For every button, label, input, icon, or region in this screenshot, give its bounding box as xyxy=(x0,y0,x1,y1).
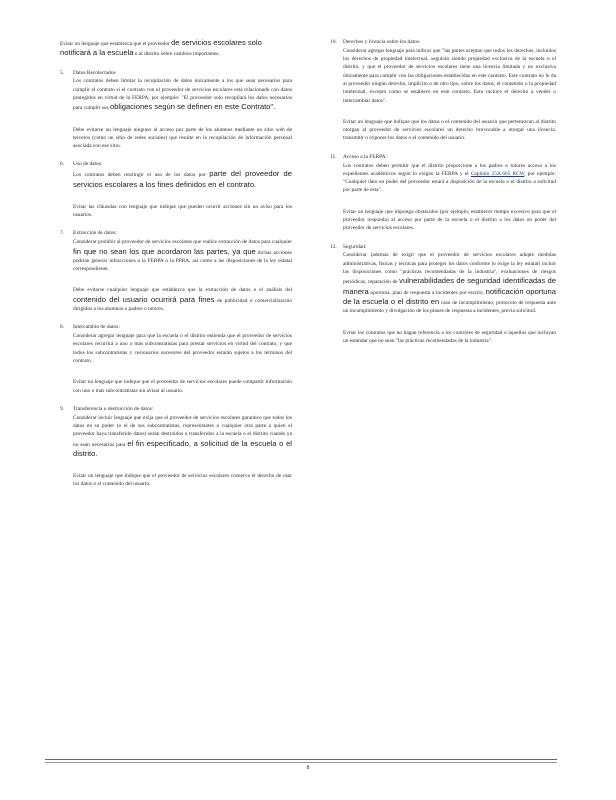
right-column xyxy=(330,38,556,355)
section-paragraph xyxy=(343,251,556,315)
highlighted-text: parte del proveedor de servicios escolares a los fines definidos en el contrato. xyxy=(73,169,292,189)
section-paragraph xyxy=(73,169,292,190)
body-text: Debe evitarse un lenguaje ninguno al acceso por parte de los alumnos mediante un sitio web de terceros (como un sitio de redes sociales) que resulte en la recopilación de información personal asociada con ese sitio. xyxy=(73,126,292,150)
section-title: Transferencia o destrucción de datos: xyxy=(73,405,154,412)
section-paragraph xyxy=(73,378,292,395)
body-text: Considerar incluir lenguaje que exija que el proveedor de servicios escolares garantice que todos los datos en su poder (o el de sus subcontratistas, representantes o cualquier otra parte a quien el proveedor haya transferido datos) serán destruidos o transferidos a la escuela o el distrito cuando ya no sean necesarios para xyxy=(73,414,292,448)
body-text: Considerar agregar lenguaje para que la escuela o el distrito entienda que el proveedor de servicios escolares recurrirá a uno o más subcontratistas para prestar servicios en virtud del contrato, y que todos los subcontratistas y cesionarios sucesores del proveedor estarán sujetos a los términos del contrato. xyxy=(73,333,292,365)
body-text: oportuna, plan de respuesta a incidentes por escrito, xyxy=(368,289,486,296)
section-title: Uso de datos: xyxy=(73,161,103,168)
body-text: Considerar (además de exigir que el proveedor de servicios escolares adopte medidas administrativas, físicas y técnicas para proteger los datos conforme lo exige la ley estatal) incluir las disposiciones como "prácticas recomendadas de la industria", evaluaciones de riesgos periódicas, reparación de xyxy=(343,252,556,286)
section-title: Seguridad: xyxy=(343,243,367,250)
body-text: Debe evitarse cualquier lenguaje que establezca que la extracción de datos o el análisis del xyxy=(73,287,292,294)
section-number: 12. xyxy=(330,243,337,250)
intro-text-end: o al distrito sobre cambios importantes. xyxy=(133,51,220,58)
body-text: dichas acciones podrían generar infracciones a la FERPA o la PPRA, así como a las disposiciones de la ley estatal correspondiente. xyxy=(73,249,292,273)
body-text: Evitar los contratos que no hagan referencia a los controles de seguridad o aquellos que incluyan un estándar que no sean "las prácticas recomendadas de la industria". xyxy=(343,329,556,344)
section-title: Derechos y licencia sobre los datos: xyxy=(343,39,421,45)
section-item xyxy=(60,323,292,395)
section-paragraph xyxy=(73,414,292,459)
body-text: Evitar un lenguaje que indique que los datos o el contenido del usuario que pertenezcan al distrito otorgan al proveedor de servicios escolares un derecho irrevocable a otorgar una licencia, transmitir o exponer los datos o el contenido del usuario. xyxy=(343,118,556,142)
body-text: , por ejemplo: "Cualquier dato en poder del proveedor estará a disposición de la escuela o el distrito a solicitud por parte de esta". xyxy=(343,170,557,194)
section-title: Datos Recolectados xyxy=(73,69,116,76)
section-number: 6. xyxy=(60,161,65,168)
section-item xyxy=(330,243,556,345)
highlighted-text: obligaciones según se definen en este Contrato". xyxy=(109,102,276,112)
highlighted-text: notificación oportuna de la escuela o el distrito en xyxy=(343,286,556,306)
section-item xyxy=(60,229,292,313)
statute-link[interactable]: Capítulo 25A.605 RCW xyxy=(470,170,525,177)
section-paragraph xyxy=(73,203,292,220)
section-paragraph xyxy=(343,329,556,346)
highlighted-text: contenido del usuario ocurrirá para fines xyxy=(73,294,215,304)
section-paragraph xyxy=(343,118,556,143)
left-column xyxy=(60,38,292,499)
highlighted-text: el fin especificado, a solicitud de la escuela o el distrito. xyxy=(73,438,292,458)
section-title: Extracción de datos: xyxy=(73,230,118,237)
intro-paragraph xyxy=(60,38,292,59)
highlighted-text: vulnerabilidades de seguridad identificadas de manera xyxy=(343,276,556,296)
section-paragraph xyxy=(343,208,556,233)
footer-rule-thin xyxy=(45,762,557,763)
section-item xyxy=(330,153,556,233)
section-item xyxy=(60,405,292,489)
section-item xyxy=(60,69,292,151)
body-text: Considerar agregar lenguaje para indicar que "las partes aceptan que todos los derechos, incluidos los derechos de propiedad intelectual, seguirán siendo propiedad exclusiva de la escuela o el distrito, y que el proveedor de servicios escolares tiene una licencia limitada y no exclusiva únicamente para cumplir con las obligaciones establecidas en este contrato. Este contrato no le da al proveedor ningún derecho, implícito o de otro tipo, sobre los datos, el contenido o la propiedad intelectual, excepto como se establece en este contrato. Esto incluye el derecho a vender o intercambiar datos". xyxy=(343,47,556,104)
section-paragraph xyxy=(73,238,292,273)
section-paragraph xyxy=(73,126,292,151)
section-paragraph xyxy=(343,47,556,105)
section-item xyxy=(330,38,556,143)
section-number: 11. xyxy=(330,153,337,160)
body-text: Considerar prohibir al proveedor de servicios escolares que realice extracción de datos para cualquier xyxy=(73,239,292,246)
intro-text: Evitar un lenguaje que establezca que el proveedor xyxy=(60,41,172,47)
section-number: 10. xyxy=(330,39,337,45)
section-item xyxy=(60,160,292,219)
section-title: Acceso a la FERPA: xyxy=(343,153,387,160)
section-paragraph xyxy=(343,162,556,195)
body-text: Evitar las cláusulas con lenguaje que indique que pueden ocurrir acciones sin un aviso para los usuarios. xyxy=(73,203,292,219)
section-paragraph xyxy=(73,332,292,365)
body-text: Los contratos deben permitir que el distrito proporcione a los padres o tutores acceso a los expedientes académicos según lo exigen la FERPA y el xyxy=(343,162,556,177)
body-text: Evitar un lenguaje que indique que el proveedor de servicios escolares puede compartir información con uno o más subcontratistas sin avisar al usuario. xyxy=(73,379,292,394)
body-text: Evitar un lenguaje que indique que el proveedor de servicios escolares conserva el derecho de usar los datos o el contenido del usuario. xyxy=(73,473,292,488)
body-text: de publicidad o comercialización dirigidos a los alumnos o padres o tutores. xyxy=(73,297,292,313)
section-number: 9. xyxy=(60,405,65,412)
body-text: Los contratos deben limitar la recopilación de datos únicamente a los que sean necesarios para cumplir el contrato si el contrato con el proveedor de servicios escolares está relacionado con datos protegidos en virtud de la FERPA; por ejemplo: "El proveedor solo recopilará los datos necesarios para cumplir sus xyxy=(73,78,292,112)
body-text: Evitar un lenguaje que imponga obstáculos (por ejemplo, establecer tiempo excesivo para que el proveedor responda) al acceso por parte de la escuela o el distrito a los datos en poder del proveedor de servicios escolares. xyxy=(343,208,556,232)
page-number: 8 xyxy=(306,765,310,771)
section-paragraph xyxy=(73,472,292,489)
highlighted-text: fin que no sean los que acordaron las partes, ya que xyxy=(73,246,256,256)
footer-rule xyxy=(45,759,557,760)
body-text: caso de incumplimiento, protocolo de respuesta ante un incumplimiento y divulgación de los planes de respuesta a incidentes, previa solicitud. xyxy=(343,299,557,315)
section-number: 7. xyxy=(60,230,65,237)
body-text: Los contratos deben restringir el uso de los datos por xyxy=(73,172,210,179)
section-number: 5. xyxy=(60,69,65,76)
section-paragraph xyxy=(73,77,292,112)
intro-highlight: de servicios escolares solo notificará a la escuela xyxy=(60,38,262,58)
section-paragraph xyxy=(73,286,292,313)
section-number: 8. xyxy=(60,324,65,331)
section-title: Intercambio de datos: xyxy=(73,324,120,331)
